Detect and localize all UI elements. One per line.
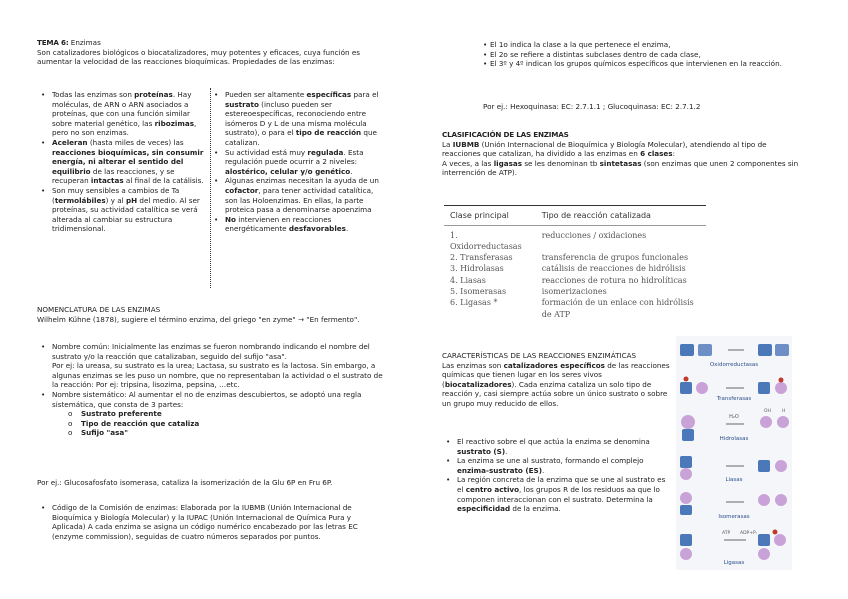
substrate-shape [775, 382, 787, 394]
ec-item: • El 3º y 4º indican los grupos químicos específicos que intervienen en la reacción. [483, 59, 783, 69]
characteristics-list [446, 437, 670, 514]
enzyme-shape [775, 344, 789, 356]
intro [37, 38, 377, 67]
atp-label: ATP [722, 531, 731, 536]
enzyme-shape [680, 534, 692, 546]
substrate-shape [758, 494, 770, 506]
substrate-shape [681, 415, 695, 429]
ec-code-list [41, 503, 385, 541]
substrate-shape [777, 416, 789, 428]
ec-item: • El 1o indica la clase a la que pertenece el enzima, [483, 40, 783, 50]
class-label: Ligasas [723, 560, 745, 566]
column-divider [210, 88, 211, 288]
nomenclature-title: NOMENCLATURA DE LAS ENZIMAS [37, 305, 161, 314]
characteristic-item: • La región concreta de la enzima que se une al sustrato es el centro activo, los grupos R de los residuos aa que lo componen interaccionan con el sustrato. Determina la especificidad de la enzima. [446, 475, 670, 513]
classification-section [442, 130, 802, 178]
ec-items [483, 40, 783, 69]
enzyme-shape [698, 344, 712, 356]
enzyme-shape [682, 429, 694, 441]
enzyme-shape [758, 460, 770, 472]
ec-example: Por ej.: Hexoquinasa: EC: 2.7.1.1 ; Glucoquinasa: EC: 2.7.1.2 [483, 102, 701, 111]
nomenclature-section [37, 305, 387, 324]
group-dot [773, 530, 778, 535]
water-label: H₂O [729, 414, 739, 420]
enzyme-shape [680, 344, 694, 356]
table-row: 3. Hidrolasas catálisis de reacciones de hidrólisis [450, 264, 686, 274]
substrate-shape [758, 548, 770, 560]
substrate-shape [775, 460, 787, 472]
substrate-shape [680, 492, 692, 504]
enzyme-shape [758, 534, 770, 546]
enzyme-shape [758, 382, 770, 394]
enzyme-classes-diagram [676, 336, 792, 570]
classification-text-2: A veces, a las ligasas se les denominan tb sintetasas (son enzimas que unen 2 componentes sin interrención de ATP). [442, 158, 799, 178]
enzyme-shape [680, 505, 692, 515]
nomenclature-item: • Nombre sistemático: Al aumentar el no de enzimas descubiertos, se adoptó una regla sistemática, que consta de 3 partes: o Sustrato preferente o Tipo de reacción que cataliza o Sufijo "asa" [41, 390, 385, 438]
characteristic-item: • La enzima se une al sustrato, formando el complejo enzima-sustrato (ES). [446, 456, 670, 475]
group-dot [779, 378, 784, 383]
topic-title-rest: Enzimas [68, 38, 101, 47]
nomenclature-line: Wilhelm Kühne (1878), sugiere el término enzima, del griego "en zyme" → "En fermento". [37, 314, 360, 324]
group-dot [684, 377, 689, 382]
property-item: • Son muy sensibles a cambios de Ta (termolábiles) y al pH del medio. Al ser proteínas, su actividad catalítica se verá alterada al cambiar su estructura tridimensional. [41, 186, 207, 234]
table-header: Clase principal [444, 206, 536, 226]
substrate-shape [760, 416, 772, 428]
classification-title: CLASIFICACIÓN DE LAS ENZIMAS [442, 130, 569, 139]
class-label: Isomerasas [718, 514, 750, 520]
enzyme-shape [680, 456, 692, 468]
property-item: • No intervienen en reacciones energéticamente desfavorables. [214, 215, 384, 234]
nomenclature-example: Por ej.: Glucosafosfato isomerasa, cataliza la isomerización de la Glu 6P en Fru 6P. [37, 478, 333, 487]
diagram-background [676, 336, 792, 570]
enzyme-shape [680, 382, 692, 394]
property-item: • Su actividad está muy regulada. Esta regulación puede ocurrir a 2 niveles: alostérico, celular y/o genético. [214, 148, 384, 177]
enzyme-shape [758, 344, 772, 356]
table-row: 5. Isomerasas isomerizaciones [450, 287, 607, 297]
nomenclature-list [41, 342, 385, 438]
characteristics-text: Las enzimas son catalizadores específicos de las reacciones químicas que tienen lugar en los seres vivos (biocatalizadores). Cada enzima cataliza un solo tipo de reacción y, casi siempre actúa sobre un único sustrato o sobre un grupo muy reducido de ellos. [442, 360, 670, 408]
table-header: Tipo de reacción catalizada [536, 206, 706, 226]
property-item: • Pueden ser altamente específicas para el sustrato (incluso pueden ser estereoespecíficas, reconociendo entre isómeros D y L de una misma molécula sustrato), o para el tipo de reacción que catalizan. [214, 90, 384, 148]
naming-part: o Tipo de reacción que cataliza [68, 419, 385, 429]
classification-text: La IUBMB (Unión Internacional de Bioquímica y Biología Molecular), atendiendo al tipo de reacciones que catalizan, ha dividido a las enzimas en 6 clases: [442, 139, 767, 159]
nomenclature-item: • Código de la Comisión de enzimas: Elaborada por la IUBMB (Unión Internacional de Bioquímica y Biología Molecular) y la IUPAC (Unión Internacional de Química Pura y Aplicada) A cada enzima se asigna un código numérico encabezado por las letras EC (enzyme commission), seguidas de cuatro números separados por puntos. [41, 503, 385, 541]
naming-part: o Sustrato preferente [68, 409, 385, 419]
substrate-shape [774, 534, 786, 546]
table-row: 6. Ligasas * formación de un enlace con hidrólisis de ATP [450, 298, 694, 319]
naming-part: o Sufijo "asa" [68, 428, 385, 438]
properties-left [41, 90, 207, 234]
property-item: • Todas las enzimas son proteínas. Hay moléculas, de ARN o ARN asociados a proteínas, que con una función similar sobre material genético, las ribozimas, pero no son enzimas. [41, 90, 207, 138]
characteristics-title: CARACTERÍSTICAS DE LAS REACCIONES ENZIMÁTICAS [442, 351, 637, 360]
table-row: 1. Oxidorreductasas reducciones / oxidaciones [450, 230, 647, 251]
nomenclature-item: • Nombre común: Inicialmente las enzimas se fueron nombrando indicando el nombre del sustrato y/o la reacción que catalizaban, seguido del sufijo "asa". Por ej: la ureasa, su sustrato es la urea; Lactasa, su sustrato es la lactosa. Sin embargo, a algunas enzimas se les puso un nombre, que no representaban la actividad o el sustrato de la reacción: Por ej: tripsina, lisozima, pepsina, …etc. [41, 342, 385, 390]
class-label: Liasas [725, 477, 743, 483]
topic-title: TEMA 6: [37, 38, 69, 47]
class-label: Transferasas [716, 396, 752, 402]
enzyme-classes-table [444, 205, 706, 320]
substrate-shape [775, 494, 787, 506]
substrate-shape [680, 548, 692, 560]
substrate-shape [696, 382, 708, 394]
characteristic-item: • El reactivo sobre el que actúa la enzima se denomina sustrato (S). [446, 437, 670, 456]
class-label: Hidrolasas [719, 436, 749, 442]
table-row: 4. Liasas reacciones de rotura no hidrolíticas [450, 275, 687, 285]
property-item: • Aceleran (hasta miles de veces) las reacciones bioquímicas, sin consumir energía, ni alterar el sentido del equilibrio de las reacciones, y se recuperan intactas al final de la catálisis. [41, 138, 207, 186]
characteristics-section [442, 351, 670, 409]
h-label: H [782, 409, 786, 414]
substrate-shape [680, 468, 692, 480]
property-item: • Algunas enzimas necesitan la ayuda de un cofactor, para tener actividad catalítica, son las Holoenzimas. En ellas, la parte proteica pasa a denominarse apoenzima [214, 176, 384, 214]
table-row: 2. Transferasas transferencia de grupos funcionales [450, 253, 689, 263]
oh-label: OH [764, 409, 771, 414]
intro-text: Son catalizadores biológicos o biocatalizadores, muy potentes y eficaces, cuya función es aumentar la velocidad de las reacciones bioquímicas. Propiedades de las enzimas: [37, 47, 361, 67]
class-label: Oxidorreductasas [709, 362, 759, 368]
properties-right [214, 90, 384, 234]
ec-item: • El 2o se refiere a distintas subclases dentro de cada clase, [483, 50, 783, 60]
adp-label: ADP+Pᵢ [740, 531, 757, 536]
